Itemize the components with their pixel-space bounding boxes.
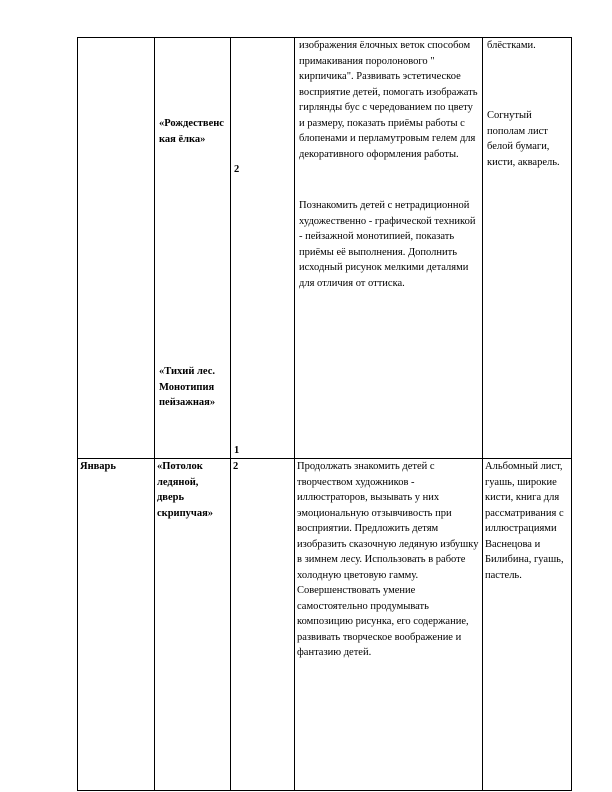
topic-cell [155, 459, 231, 791]
hours-value: 2 [233, 461, 239, 472]
description-cell [295, 459, 483, 791]
hours-cell [231, 38, 295, 459]
materials-cell [483, 38, 572, 459]
table-row [78, 38, 572, 459]
materials-cell [483, 459, 572, 791]
hours-value: 2 [234, 164, 240, 175]
month-cell [78, 38, 155, 459]
lesson-description: Познакомить детей с нетрадиционной художественно - графической техникой - пейзажной монотипией, показать приёмы её выполнения. Дополнить исходный рисунок мелкими деталями для отличия от оттиска. [299, 200, 476, 289]
month-cell [78, 459, 155, 791]
description-cell [295, 38, 483, 459]
lesson-description: Продолжать знакомить детей с творчеством художников - иллюстраторов, вызывать у них эмоциональную отзывчивость при восприятии. Предложить детям изобразить сказочную ледяную избушку в зимнем лесу. Использовать в работе холодную цветовую гамму. Совершенствовать умение самостоятельно продумывать композицию рисунка, его содержание, развивать творческое воображение и фантазию детей. [297, 461, 479, 658]
lesson-plan-table [77, 37, 572, 791]
lesson-description: изображения ёлочных веток способом примакивания поролонового " кирпичика". Развивать эстетическое восприятие детей, помогать изображать гирлянды бус с чередованием по цвету и размеру, показать приёмы работы с блопенами и перламутровым гелем для декоративного оформления работы. [299, 40, 478, 160]
hours-cell [231, 459, 295, 791]
materials-text: Согнутый пополам лист белой бумаги, кисти, акварель. [487, 110, 560, 168]
topic-title: «Потолок ледяной, дверь скрипучая» [157, 461, 214, 519]
hours-value: 1 [234, 445, 240, 456]
table-row [78, 459, 572, 791]
month-label: Январь [80, 461, 116, 472]
materials-text: блёстками. [487, 40, 536, 51]
materials-text: Альбомный лист, гуашь, широкие кисти, книга для рассматривания с иллюстрациями Васнецова и Билибина, гуашь, пастель. [485, 461, 564, 581]
topic-title: «Рождественс кая ёлка» [159, 118, 224, 145]
topic-title: «Тихий лес. Монотипия пейзажная» [159, 366, 216, 408]
topic-cell [155, 38, 231, 459]
